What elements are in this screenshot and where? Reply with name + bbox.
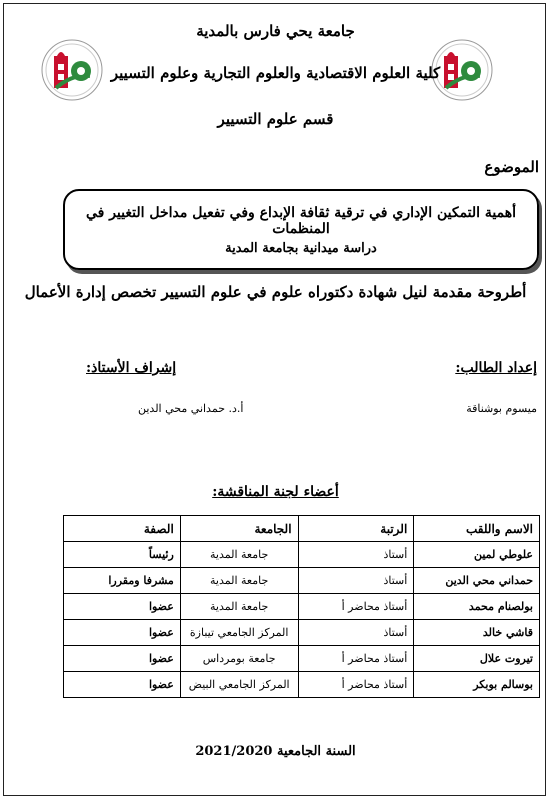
subject-label: الموضوع (484, 158, 539, 176)
member-name: حمداني محي الدين (414, 568, 540, 594)
header-role: الصفة (64, 516, 181, 542)
thesis-title: أهمية التمكين الإداري في ترقية ثقافة الإبداع وفي تفعيل مداخل التغيير في المنظمات (85, 205, 517, 237)
member-role: عضوا (64, 672, 181, 698)
member-university: المركز الجامعي البيض (180, 672, 298, 698)
header-university: الجامعة (180, 516, 298, 542)
table-row (64, 568, 540, 594)
table-row (64, 620, 540, 646)
member-name: تيروت علال (414, 646, 540, 672)
member-rank: أستاذ محاضر أ (298, 646, 414, 672)
academic-year: السنة الجامعية 2021/2020 (195, 744, 356, 759)
student-name: ميسوم بوشناقة (466, 402, 537, 415)
member-university: جامعة المدية (180, 594, 298, 620)
member-role: مشرفا ومقررا (64, 568, 181, 594)
table-row (64, 672, 540, 698)
supervisor-name: أ.د. حمداني محي الدين (138, 402, 244, 415)
thesis-statement: أطروحة مقدمة لنيل شهادة دكتوراه علوم في علوم التسيير تخصص إدارة الأعمال (24, 283, 527, 301)
member-role: عضوا (64, 646, 181, 672)
header-name: الاسم واللقب (414, 516, 540, 542)
supervised-by-label: إشراف الأستاذ: (86, 360, 177, 376)
member-rank: أستاذ محاضر أ (298, 594, 414, 620)
member-name: بوسالم بوبكر (414, 672, 540, 698)
member-name: قاشي خالد (414, 620, 540, 646)
member-university: جامعة المدية (180, 568, 298, 594)
prepared-by-label: إعداد الطالب: (455, 360, 537, 376)
member-role: رئيساً (64, 542, 181, 568)
member-university: المركز الجامعي تيبازة (180, 620, 298, 646)
member-name: علوطي لمين (414, 542, 540, 568)
thesis-title-box (63, 189, 539, 270)
committee-title (0, 484, 551, 500)
member-role: عضوا (64, 594, 181, 620)
committee-title-text: أعضاء لجنة المناقشة: (212, 484, 339, 500)
table-row (64, 542, 540, 568)
member-role: عضوا (64, 620, 181, 646)
member-rank: أستاذ (298, 620, 414, 646)
member-name: بولصنام محمد (414, 594, 540, 620)
committee-header-row (64, 516, 540, 542)
table-row (64, 646, 540, 672)
faculty-name: كلية العلوم الاقتصادية والعلوم التجارية وعلوم التسيير (110, 64, 441, 82)
university-name: جامعة يحي فارس بالمدية (196, 22, 355, 40)
member-university: جامعة المدية (180, 542, 298, 568)
member-rank: أستاذ (298, 542, 414, 568)
member-rank: أستاذ محاضر أ (298, 672, 414, 698)
committee-table (63, 515, 540, 698)
thesis-subtitle: دراسة ميدانية بجامعة المدية (225, 241, 377, 256)
member-rank: أستاذ (298, 568, 414, 594)
table-row (64, 594, 540, 620)
member-university: جامعة بومرداس (180, 646, 298, 672)
header-rank: الرتبة (298, 516, 414, 542)
department-name: قسم علوم التسيير (217, 110, 334, 128)
